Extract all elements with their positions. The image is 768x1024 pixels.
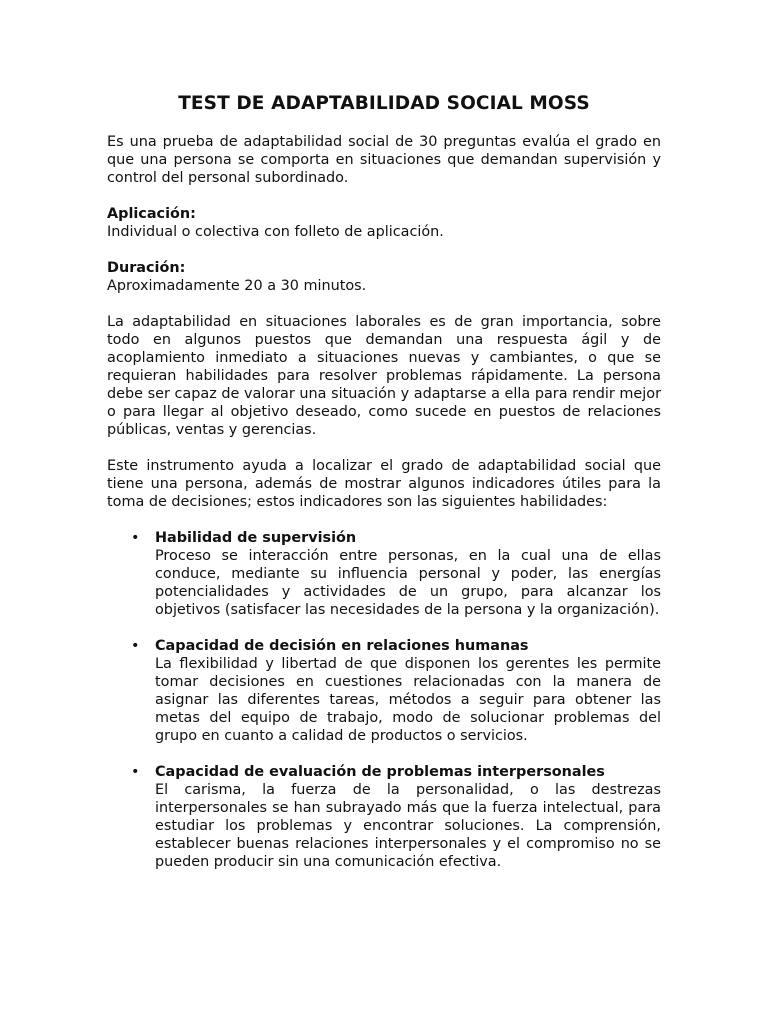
skill-description: La flexibilidad y libertad de que disponen los gerentes les permite tomar decisiones en cuestiones relacionadas con la manera de asignar las diferentes tareas, métodos a seguir para obtener las metas del equipo de trabajo, modo de solucionar problemas del grupo en cuanto a calidad de productos o servicios. — [155, 656, 661, 744]
skill-title: Capacidad de evaluación de problemas interpersonales — [155, 764, 605, 780]
duracion-heading: Duración: — [107, 260, 186, 276]
skills-list — [107, 529, 661, 871]
skill-description: Proceso se interacción entre personas, en la cual una de ellas conduce, mediante su influencia personal y poder, las energías potencialidades y actividades de un grupo, para alcanzar los objetivos (satisfacer las necesidades de la persona y la organización). — [155, 548, 661, 618]
aplicacion-heading: Aplicación: — [107, 206, 196, 222]
aplicacion-section — [107, 205, 661, 241]
bullet-icon: • — [131, 638, 140, 654]
skill-title: Capacidad de decisión en relaciones humanas — [155, 638, 529, 654]
bullet-icon: • — [131, 764, 140, 780]
intro-paragraph: Es una prueba de adaptabilidad social de 30 preguntas evalúa el grado en que una persona se comporta en situaciones que demandan supervisión y control del personal subordinado. — [107, 134, 661, 186]
skill-title: Habilidad de supervisión — [155, 530, 357, 546]
list-item — [107, 763, 661, 871]
bullet-icon: • — [131, 530, 140, 546]
adaptabilidad-paragraph: La adaptabilidad en situaciones laborales es de gran importancia, sobre todo en algunos puestos que demandan una respuesta ágil y de acoplamiento inmediato a situaciones nuevas y cambiantes, o que se requieran habilidades para resolver problemas rápidamente. La persona debe ser capaz de valorar una situación y adaptarse a ella para rendir mejor o para llegar al objetivo deseado, como sucede en puestos de relaciones públicas, ventas y gerencias. — [107, 314, 661, 438]
duracion-section — [107, 259, 661, 295]
instrumento-paragraph: Este instrumento ayuda a localizar el grado de adaptabilidad social que tiene una persona, además de mostrar algunos indicadores útiles para la toma de decisiones; estos indicadores son las siguientes habilidades: — [107, 458, 661, 510]
list-item — [107, 529, 661, 619]
document-page — [107, 92, 661, 889]
list-item — [107, 637, 661, 745]
aplicacion-text: Individual o colectiva con folleto de aplicación. — [107, 224, 444, 240]
skill-description: El carisma, la fuerza de la personalidad, o las destrezas interpersonales se han subrayado más que la fuerza intelectual, para estudiar los problemas y encontrar soluciones. La comprensión, establecer buenas relaciones interpersonales y el compromiso no se pueden producir sin una comunicación efectiva. — [155, 782, 661, 870]
duracion-text: Aproximadamente 20 a 30 minutos. — [107, 278, 367, 294]
document-title: TEST DE ADAPTABILIDAD SOCIAL MOSS — [178, 93, 590, 114]
